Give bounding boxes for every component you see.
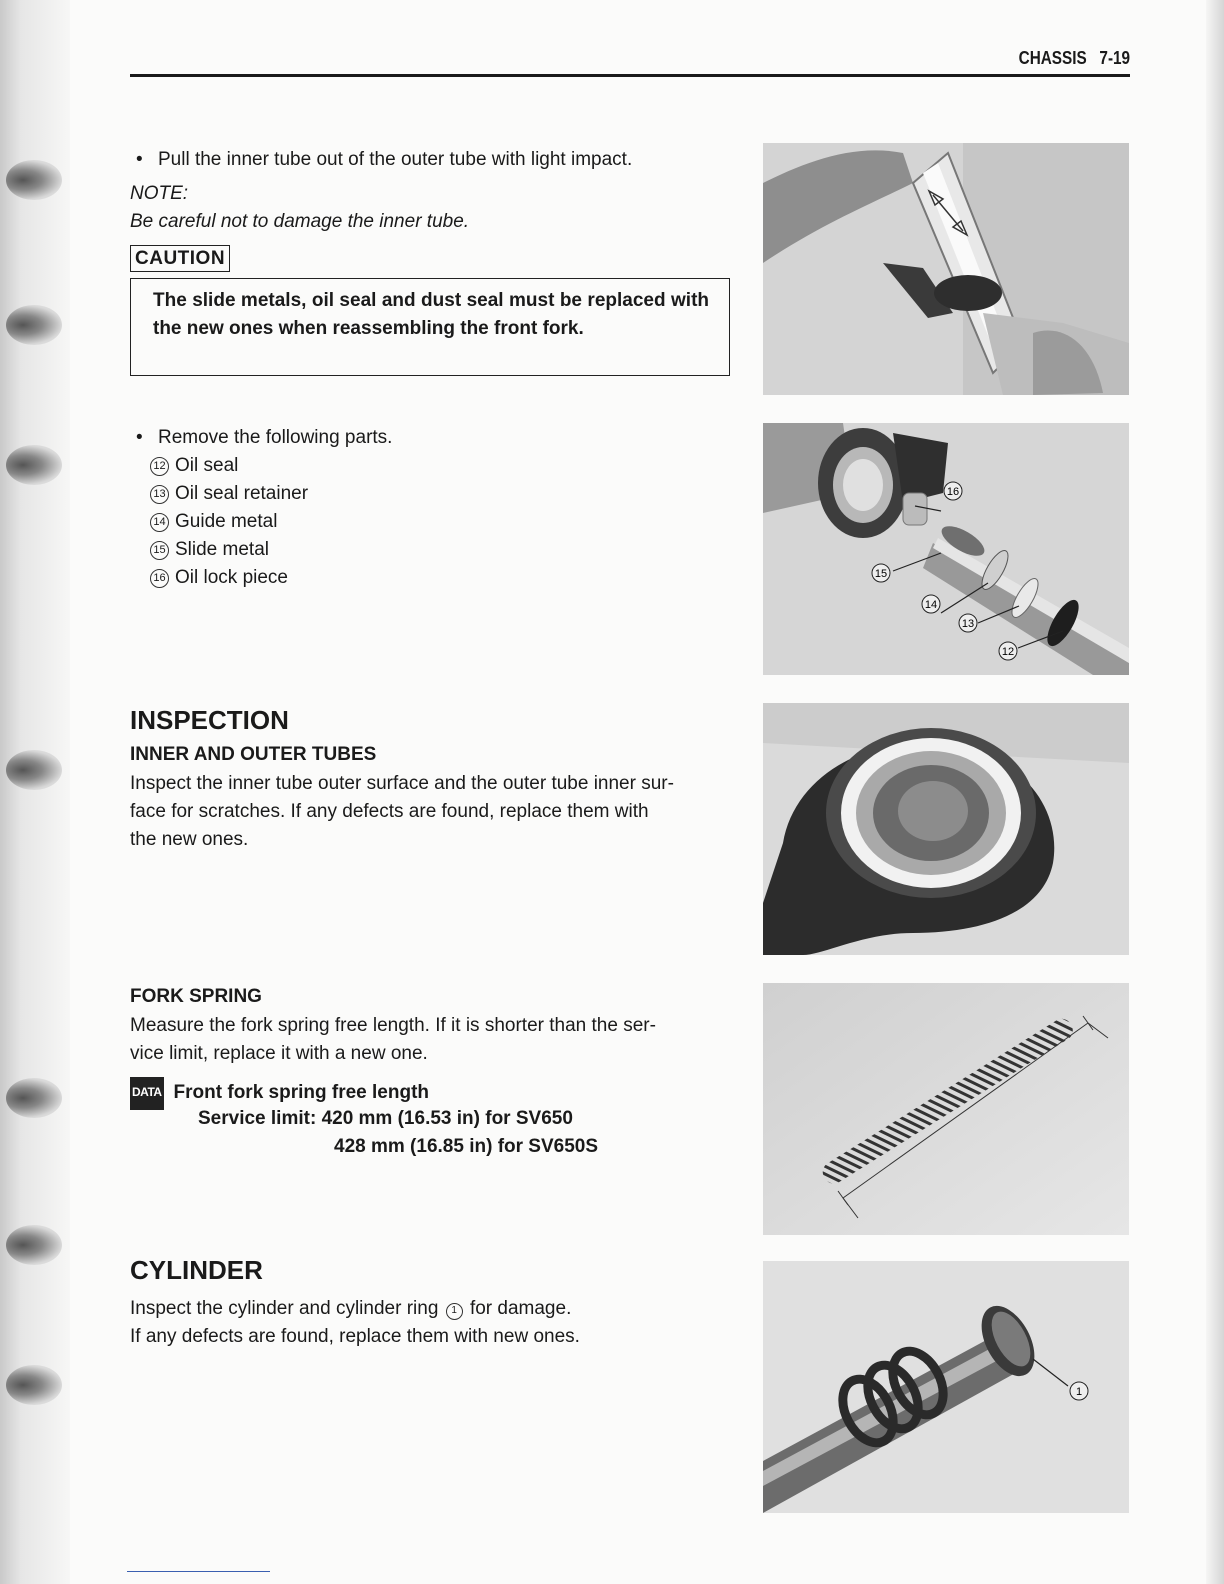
cylinder-paragraph xyxy=(130,1295,722,1351)
service-limit-row xyxy=(198,1105,573,1133)
parts-removed-image xyxy=(763,423,1129,675)
binder-edge xyxy=(0,0,70,1584)
cylinder-line-2: If any defects are found, replace them with new ones. xyxy=(130,1326,580,1347)
cylinder-image xyxy=(763,1261,1129,1513)
page-right-edge xyxy=(1206,0,1224,1584)
header-text xyxy=(1019,48,1130,69)
caution-box xyxy=(130,278,730,376)
photo-cylinder xyxy=(763,1261,1129,1513)
note-text: Be careful not to damage the inner tube. xyxy=(130,211,470,232)
tubes-heading: INNER AND OUTER TUBES xyxy=(130,744,377,765)
callout-number: 16 xyxy=(150,569,169,588)
callout-number: 13 xyxy=(150,485,169,504)
photo-parts-removed xyxy=(763,423,1129,675)
spring-line-2: vice limit, replace it with a new one. xyxy=(130,1043,428,1064)
pull-inner-tube-image xyxy=(763,143,1129,395)
binder-hole xyxy=(6,1225,62,1265)
fork-spring-paragraph xyxy=(130,1012,722,1068)
spec-title-text: Front fork spring free length xyxy=(173,1082,429,1103)
tubes-line-2: face for scratches. If any defects are found, replace them with xyxy=(130,801,649,822)
binder-hole xyxy=(6,445,62,485)
bullet-icon: • xyxy=(136,149,143,170)
binder-hole xyxy=(6,305,62,345)
caution-label: CAUTION xyxy=(130,245,230,272)
list-item xyxy=(150,452,308,480)
callout-14: 14 xyxy=(924,599,938,611)
callout-number: 12 xyxy=(150,457,169,476)
list-item xyxy=(150,480,308,508)
photo-fork-spring xyxy=(763,983,1129,1235)
callout-13: 13 xyxy=(961,618,975,630)
binder-hole xyxy=(6,1365,62,1405)
remove-step xyxy=(130,424,392,452)
spring-line-1: Measure the fork spring free length. If it is shorter than the ser- xyxy=(130,1015,656,1036)
callout-number: 14 xyxy=(150,513,169,532)
cylinder-line-1-a: Inspect the cylinder and cylinder ring xyxy=(130,1298,439,1319)
footer-rule xyxy=(127,1571,270,1572)
pull-step-text: Pull the inner tube out of the outer tube with light impact. xyxy=(158,149,633,170)
service-limit-label: Service limit: xyxy=(198,1108,317,1129)
pull-step xyxy=(130,146,632,174)
fork-spring-image xyxy=(763,983,1129,1235)
caution-text: The slide metals, oil seal and dust seal must be replaced with the new ones when reassembling the front fork. xyxy=(153,290,709,339)
tubes-line-1: Inspect the inner tube outer surface and the outer tube inner sur- xyxy=(130,773,674,794)
callout-1: 1 xyxy=(1075,1386,1083,1398)
page-header xyxy=(130,48,1130,78)
list-item xyxy=(150,564,308,592)
header-rule xyxy=(130,74,1130,77)
part-name: Guide metal xyxy=(175,511,278,532)
tubes-paragraph xyxy=(130,770,722,854)
parts-list xyxy=(150,452,308,592)
part-name: Oil lock piece xyxy=(175,567,288,588)
service-limit-sv650: 420 mm (16.53 in) for SV650 xyxy=(321,1108,573,1129)
callout-12: 12 xyxy=(1001,646,1015,658)
cylinder-line-1 xyxy=(130,1295,722,1323)
callout-15: 15 xyxy=(874,568,888,580)
part-name: Slide metal xyxy=(175,539,269,560)
photo-pull-inner-tube xyxy=(763,143,1129,395)
list-item xyxy=(150,536,308,564)
list-item xyxy=(150,508,308,536)
photo-outer-tube xyxy=(763,703,1129,955)
note-label: NOTE: xyxy=(130,183,189,204)
part-name: Oil seal xyxy=(175,455,239,476)
callout-16: 16 xyxy=(946,486,960,498)
tubes-line-3: the new ones. xyxy=(130,829,249,850)
header-section: CHASSIS xyxy=(1018,48,1087,68)
remove-step-text: Remove the following parts. xyxy=(158,427,393,448)
outer-tube-image xyxy=(763,703,1129,955)
binder-hole xyxy=(6,160,62,200)
binder-hole xyxy=(6,750,62,790)
fork-spring-heading: FORK SPRING xyxy=(130,986,262,1007)
service-limit-sv650s: 428 mm (16.85 in) for SV650S xyxy=(334,1136,599,1157)
header-page-number: 7-19 xyxy=(1099,48,1130,68)
data-icon: DATA xyxy=(130,1077,164,1110)
callout-number: 15 xyxy=(150,541,169,560)
cylinder-heading: CYLINDER xyxy=(130,1255,263,1285)
bullet-icon: • xyxy=(136,427,143,448)
binder-hole xyxy=(6,1078,62,1118)
callout-number: 1 xyxy=(446,1303,463,1320)
inspection-heading: INSPECTION xyxy=(130,705,289,735)
cylinder-line-1-b: for damage. xyxy=(469,1298,572,1319)
part-name: Oil seal retainer xyxy=(175,483,309,504)
